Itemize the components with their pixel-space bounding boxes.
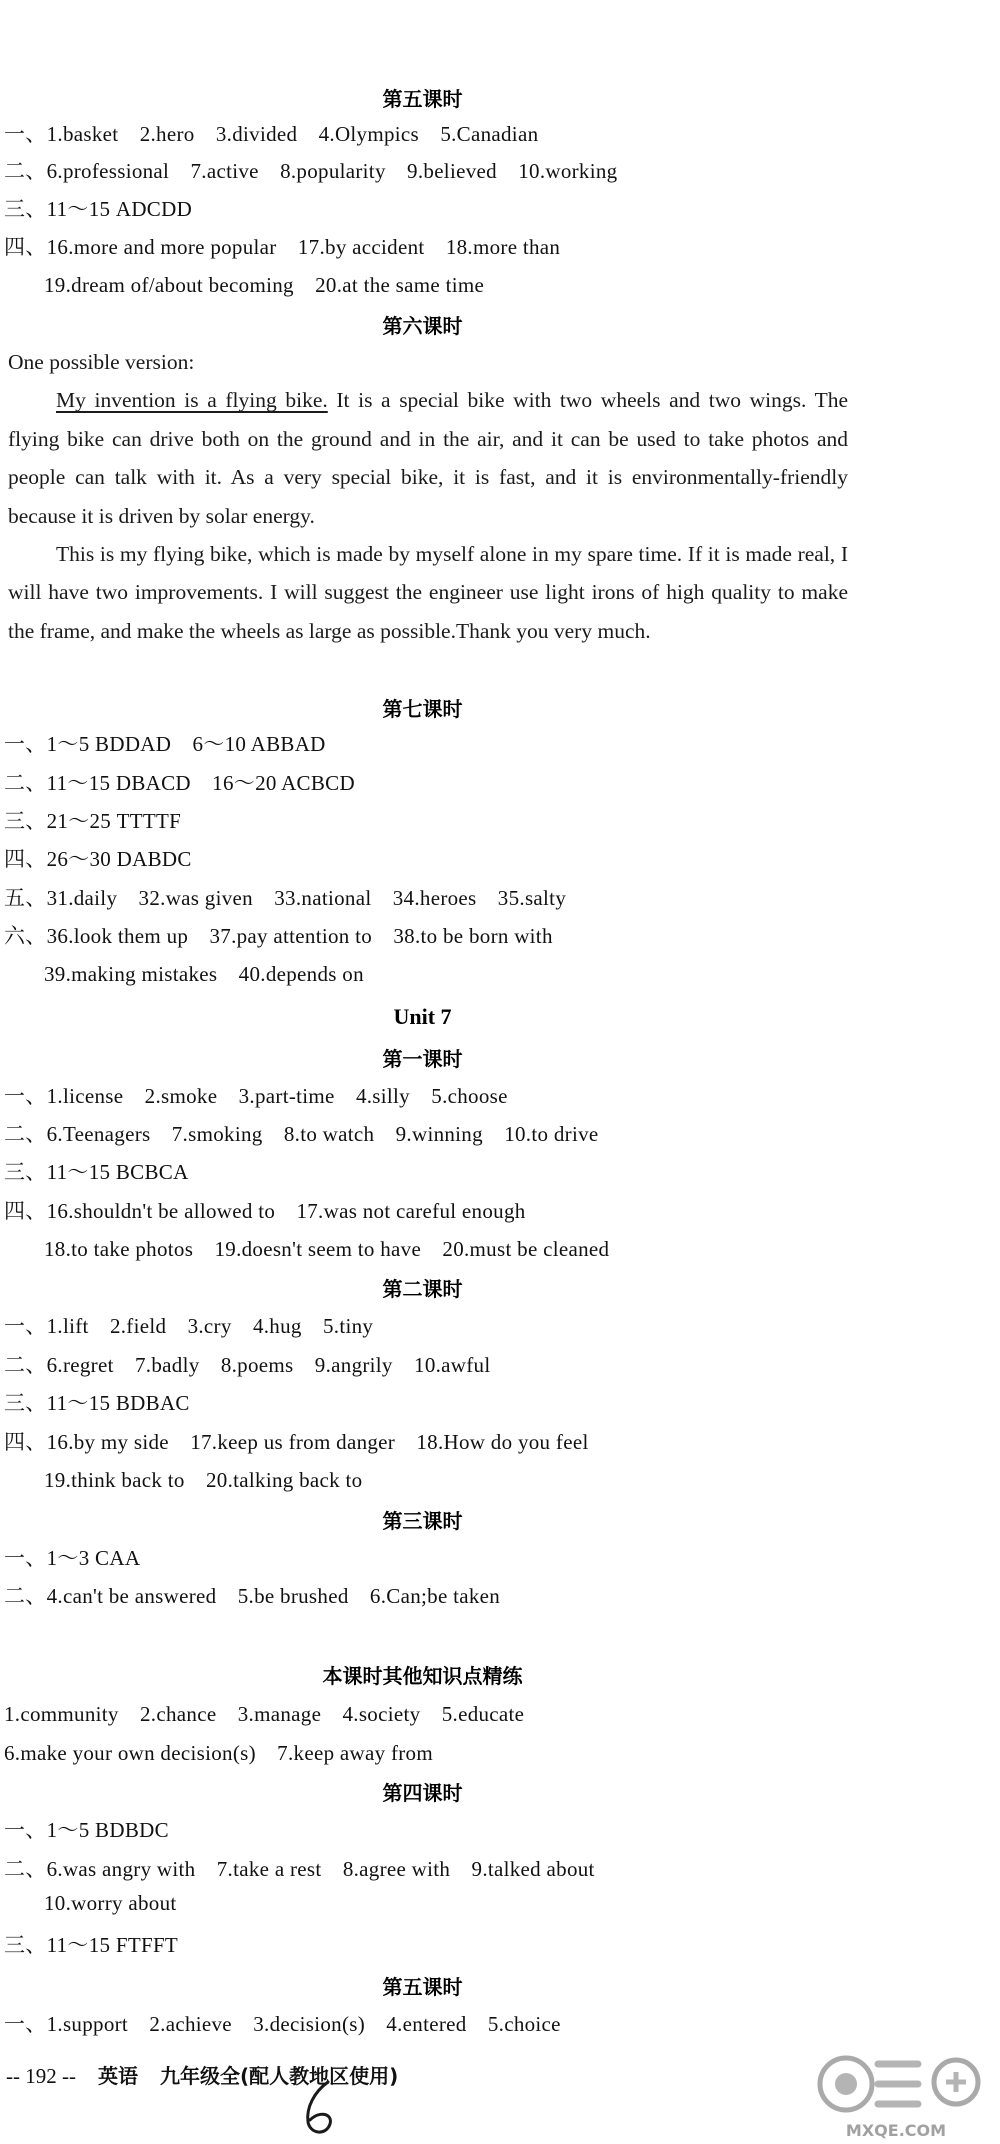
- answer-line: 二、6.was angry with 7.take a rest 8.agree with 9.talked about: [4, 1857, 595, 1881]
- section-heading-lesson7: 第七课时: [382, 697, 463, 721]
- answer-line: 三、11～15 BDBAC: [4, 1391, 190, 1415]
- answer-line: 五、31.daily 32.was given 33.national 34.heroes 35.salty: [4, 886, 567, 910]
- answer-line: 19.dream of/about becoming 20.at the same time: [44, 273, 485, 297]
- answer-line: 19.think back to 20.talking back to: [44, 1468, 363, 1492]
- unit-title: Unit 7: [393, 1004, 452, 1029]
- answer-line: 三、11～15 ADCDD: [4, 197, 193, 221]
- essay-intro: One possible version:: [8, 350, 195, 374]
- answer-line: 6.make your own decision(s) 7.keep away from: [4, 1741, 433, 1765]
- answer-line: 三、11～15 FTFFT: [4, 1933, 179, 1957]
- section-heading-unit7-lesson3: 第三课时: [382, 1509, 463, 1533]
- watermark-text: MXQE.COM: [845, 2121, 947, 2140]
- answer-line: 一、1.lift 2.field 3.cry 4.hug 5.tiny: [4, 1314, 374, 1338]
- answer-line: 一、1.license 2.smoke 3.part-time 4.silly 5.choose: [4, 1084, 508, 1108]
- footer-grade: 九年级全(配人教地区使用): [159, 2064, 399, 2088]
- answer-line: 三、21～25 TTTTF: [4, 809, 182, 833]
- section-heading-unit7-lesson4: 第四课时: [382, 1781, 463, 1805]
- answer-line: 四、26～30 DABDC: [4, 847, 192, 871]
- section-heading-lesson5: 第五课时: [382, 87, 463, 111]
- answer-line: 四、16.more and more popular 17.by accident 18.more than: [4, 235, 561, 259]
- answer-line: 四、16.shouldn't be allowed to 17.was not careful enough: [4, 1199, 526, 1223]
- answer-line: 18.to take photos 19.doesn't seem to have 20.must be cleaned: [44, 1237, 610, 1261]
- section-heading-lesson6: 第六课时: [382, 314, 463, 338]
- answer-line: 二、11～15 DBACD 16～20 ACBCD: [4, 771, 355, 795]
- essay-paragraph-1: [8, 381, 848, 535]
- answer-line: 1.community 2.chance 3.manage 4.society 5.educate: [4, 1702, 525, 1726]
- answer-line: 三、11～15 BCBCA: [4, 1160, 189, 1184]
- section-heading-extra-practice: 本课时其他知识点精练: [322, 1664, 523, 1688]
- answer-line: 二、6.professional 7.active 8.popularity 9.believed 10.working: [4, 159, 618, 183]
- answer-line: 二、6.regret 7.badly 8.poems 9.angrily 10.awful: [4, 1353, 491, 1377]
- answer-line: 一、1～5 BDBDC: [4, 1818, 169, 1842]
- section-heading-unit7-lesson2: 第二课时: [382, 1277, 463, 1301]
- page-number: -- 192 --: [6, 2064, 76, 2088]
- section-heading-unit7-lesson5: 第五课时: [382, 1975, 463, 1999]
- answer-line: 四、16.by my side 17.keep us from danger 18.How do you feel: [4, 1430, 589, 1454]
- answer-line: 六、36.look them up 37.pay attention to 38.to be born with: [4, 924, 553, 948]
- section-heading-unit7-lesson1: 第一课时: [382, 1047, 463, 1071]
- answer-line: 二、4.can't be answered 5.be brushed 6.Can;be taken: [4, 1584, 501, 1608]
- watermark-logo: [806, 2042, 986, 2142]
- answer-line: 二、6.Teenagers 7.smoking 8.to watch 9.winning 10.to drive: [4, 1122, 599, 1146]
- essay-underlined-sentence: My invention is a flying bike.: [56, 388, 328, 413]
- essay-paragraph-1-text: It is a special bike with two wheels and two wings. The flying bike can drive both on the ground and in the air, and it can be used to take photos and people can talk with it. As a very special bike, it is fast, and it is environmentally-friendly because it is driven by solar energy.: [8, 388, 848, 528]
- answer-line: 一、1.basket 2.hero 3.divided 4.Olympics 5.Canadian: [4, 122, 539, 146]
- answer-line: 一、1～5 BDDAD 6～10 ABBAD: [4, 732, 326, 756]
- essay-paragraph-2: This is my flying bike, which is made by myself alone in my spare time. If it is made real, I will have two improvements. I will suggest the engineer use light irons of high quality to make the frame, and make the wheels as large as possible.Thank you very much.: [8, 542, 848, 643]
- sample-essay: [8, 343, 848, 650]
- answer-line: 39.making mistakes 40.depends on: [44, 962, 364, 986]
- answer-line: 10.worry about: [44, 1891, 177, 1915]
- answer-line: 一、1～3 CAA: [4, 1546, 141, 1570]
- handwritten-six-mark: [300, 2078, 340, 2138]
- answer-line: 一、1.support 2.achieve 3.decision(s) 4.entered 5.choice: [4, 2012, 561, 2036]
- footer-subject: 英语: [97, 2064, 138, 2088]
